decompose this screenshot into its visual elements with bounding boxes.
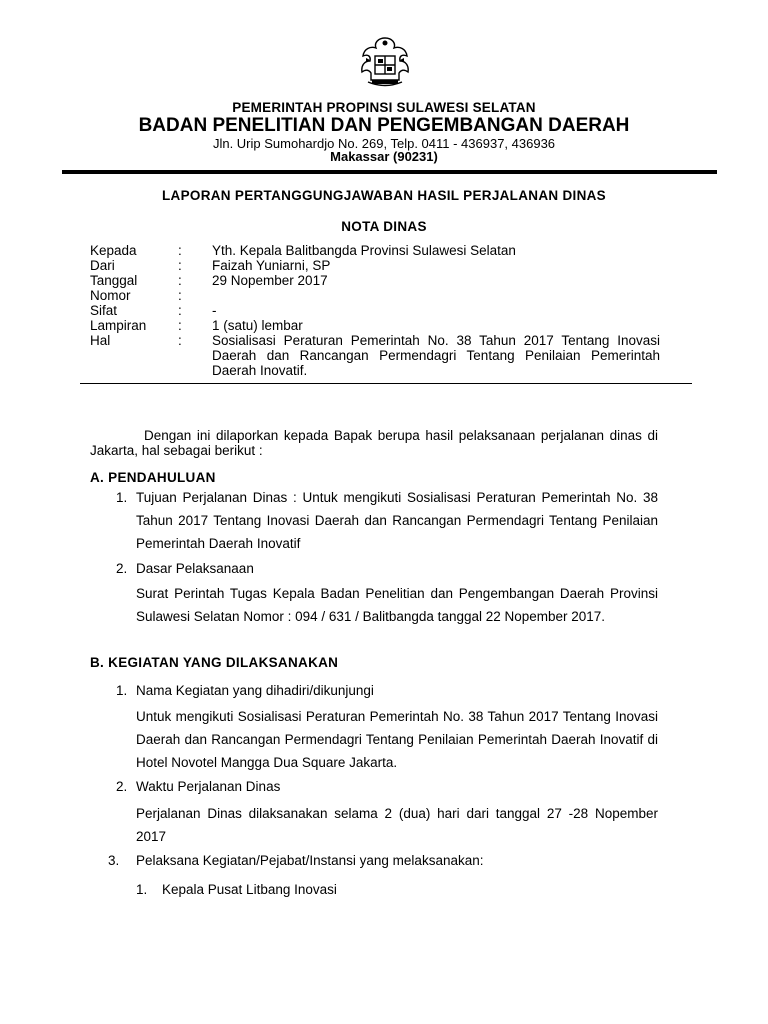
meta-label: Nomor — [90, 288, 131, 303]
section-a-heading: A. PENDAHULUAN — [90, 470, 216, 485]
meta-value: Yth. Kepala Balitbangda Provinsi Sulawesi Selatan — [212, 243, 516, 258]
meta-colon: : — [178, 288, 182, 303]
section-b-item-1: Nama Kegiatan yang dihadiri/dikunjungi — [136, 683, 374, 698]
meta-value: Sosialisasi Peraturan Pemerintah No. 38 Tahun 2017 Tentang Inovasi Daerah dan Rancangan Permendagri Tentang Penilaian Pemerintah Daerah Inovatif. — [212, 333, 660, 378]
meta-row-sifat — [90, 303, 660, 318]
meta-value: 1 (satu) lembar — [212, 318, 303, 333]
meta-label: Lampiran — [90, 318, 147, 333]
intro-text: Dengan ini dilaporkan kepada Bapak berupa hasil pelaksanaan perjalanan dinas di Jakarta, hal sebagai berikut : — [90, 428, 658, 458]
meta-colon: : — [178, 273, 182, 288]
meta-row-nomor — [90, 288, 660, 303]
meta-colon: : — [178, 333, 182, 348]
list-number: 1. — [116, 490, 128, 505]
section-b-heading: B. KEGIATAN YANG DILAKSANAKAN — [90, 655, 339, 670]
section-b-item-1-body: Untuk mengikuti Sosialisasi Peraturan Pemerintah No. 38 Tahun 2017 Tentang Inovasi Daerah dan Rancangan Permendagri Tentang Penilaian Pemerintah Daerah Inovatif di Hotel Novotel Mangga Dua Square Jakarta. — [136, 709, 658, 770]
meta-value — [212, 288, 660, 303]
list-number: 1. — [136, 882, 148, 897]
meta-colon: : — [178, 243, 182, 258]
report-subtitle: NOTA DINAS — [341, 219, 427, 234]
meta-label: Dari — [90, 258, 115, 273]
header-city: Makassar (90231) — [330, 149, 438, 164]
section-a-item-2-body: Surat Perintah Tugas Kepala Badan Penelitian dan Pengembangan Daerah Provinsi Sulawesi Selatan Nomor : 094 / 631 / Balitbangda tanggal 22 Nopember 2017. — [136, 586, 658, 624]
header-agency: BADAN PENELITIAN DAN PENGEMBANGAN DAERAH — [138, 115, 630, 136]
meta-divider — [80, 383, 692, 384]
meta-value: - — [212, 303, 217, 318]
section-b-item-3: Pelaksana Kegiatan/Pejabat/Instansi yang melaksanakan: — [136, 853, 484, 868]
header-divider — [62, 170, 717, 174]
meta-label: Hal — [90, 333, 111, 348]
meta-row-tanggal — [90, 273, 660, 288]
meta-colon: : — [178, 318, 182, 333]
list-number: 3. — [108, 853, 120, 868]
meta-value: Faizah Yuniarni, SP — [212, 258, 331, 273]
list-number: 1. — [116, 683, 128, 698]
section-b-item-2-body: Perjalanan Dinas dilaksanakan selama 2 (dua) hari dari tanggal 27 -28 Nopember 2017 — [136, 806, 658, 844]
meta-row-hal — [90, 333, 660, 378]
garuda-emblem-icon — [356, 34, 414, 90]
meta-label: Tanggal — [90, 273, 138, 288]
intro-paragraph — [90, 428, 658, 458]
section-a-item-1: Tujuan Perjalanan Dinas : Untuk mengikuti Sosialisasi Peraturan Pemerintah No. 38 Tahun 2017 Tentang Inovasi Daerah dan Rancangan Permendagri Tentang Penilaian Pemerintah Daerah Inovatif — [136, 490, 658, 551]
list-number: 2. — [116, 779, 128, 794]
section-b-item-3-sub-1: Kepala Pusat Litbang Inovasi — [162, 882, 337, 897]
meta-colon: : — [178, 303, 182, 318]
meta-colon: : — [178, 258, 182, 273]
meta-row-dari — [90, 258, 660, 273]
report-title: LAPORAN PERTANGGUNGJAWABAN HASIL PERJALANAN DINAS — [162, 188, 606, 203]
meta-label: Sifat — [90, 303, 118, 318]
meta-label: Kepada — [90, 243, 137, 258]
meta-row-kepada — [90, 243, 660, 258]
meta-row-lampiran — [90, 318, 660, 333]
meta-value: 29 Nopember 2017 — [212, 273, 328, 288]
section-b-item-2: Waktu Perjalanan Dinas — [136, 779, 281, 794]
section-a-item-2: Dasar Pelaksanaan — [136, 561, 254, 576]
header-address: Jln. Urip Sumohardjo No. 269, Telp. 0411 - 436937, 436936 — [212, 136, 556, 151]
memo-metadata — [90, 243, 660, 378]
header-government: PEMERINTAH PROPINSI SULAWESI SELATAN — [232, 100, 536, 115]
list-number: 2. — [116, 561, 128, 576]
